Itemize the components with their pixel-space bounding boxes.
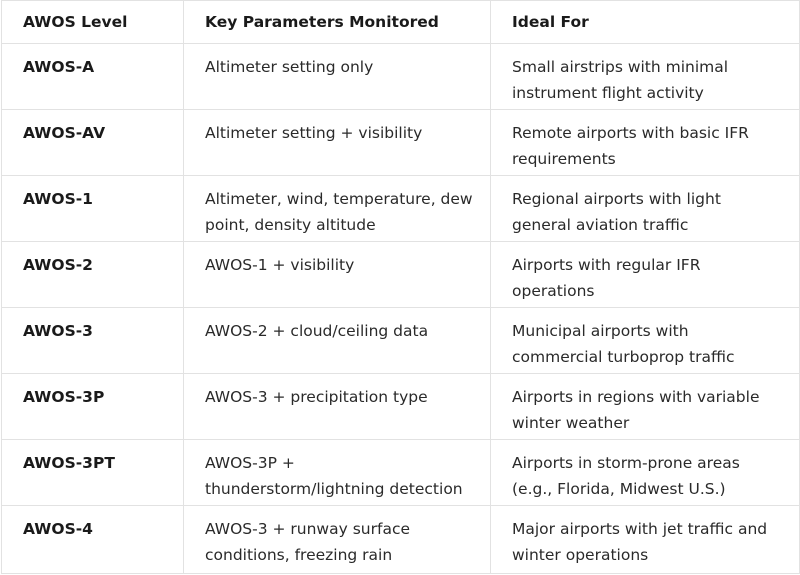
header-ideal-for: Ideal For bbox=[491, 1, 800, 44]
cell-key-parameters: Altimeter, wind, temperature, dew point, density altitude bbox=[184, 176, 491, 242]
cell-key-parameters: Altimeter setting only bbox=[184, 44, 491, 110]
cell-key-parameters: AWOS-3P + thunderstorm/lightning detection bbox=[184, 440, 491, 506]
cell-ideal-for: Small airstrips with minimal instrument flight activity bbox=[491, 44, 800, 110]
cell-awos-level: AWOS-2 bbox=[2, 242, 184, 308]
cell-awos-level: AWOS-A bbox=[2, 44, 184, 110]
cell-ideal-for: Remote airports with basic IFR requirements bbox=[491, 110, 800, 176]
cell-key-parameters: AWOS-3 + runway surface conditions, freezing rain bbox=[184, 506, 491, 574]
awos-levels-table bbox=[1, 0, 800, 574]
table-row bbox=[2, 110, 800, 176]
cell-ideal-for: Airports in regions with variable winter weather bbox=[491, 374, 800, 440]
header-key-parameters: Key Parameters Monitored bbox=[184, 1, 491, 44]
table-row bbox=[2, 506, 800, 574]
cell-key-parameters: AWOS-1 + visibility bbox=[184, 242, 491, 308]
cell-ideal-for: Regional airports with light general aviation traffic bbox=[491, 176, 800, 242]
cell-awos-level: AWOS-3P bbox=[2, 374, 184, 440]
cell-awos-level: AWOS-AV bbox=[2, 110, 184, 176]
table-row bbox=[2, 374, 800, 440]
cell-ideal-for: Municipal airports with commercial turboprop traffic bbox=[491, 308, 800, 374]
table-row bbox=[2, 440, 800, 506]
table-row bbox=[2, 242, 800, 308]
table-row bbox=[2, 176, 800, 242]
cell-key-parameters: Altimeter setting + visibility bbox=[184, 110, 491, 176]
cell-ideal-for: Airports in storm-prone areas (e.g., Florida, Midwest U.S.) bbox=[491, 440, 800, 506]
cell-awos-level: AWOS-4 bbox=[2, 506, 184, 574]
cell-awos-level: AWOS-1 bbox=[2, 176, 184, 242]
table-row bbox=[2, 308, 800, 374]
cell-ideal-for: Airports with regular IFR operations bbox=[491, 242, 800, 308]
table-body bbox=[2, 44, 800, 574]
table-row bbox=[2, 44, 800, 110]
cell-key-parameters: AWOS-2 + cloud/ceiling data bbox=[184, 308, 491, 374]
cell-key-parameters: AWOS-3 + precipitation type bbox=[184, 374, 491, 440]
table-header bbox=[2, 1, 800, 44]
header-awos-level: AWOS Level bbox=[2, 1, 184, 44]
cell-awos-level: AWOS-3 bbox=[2, 308, 184, 374]
cell-ideal-for: Major airports with jet traffic and winter operations bbox=[491, 506, 800, 574]
cell-awos-level: AWOS-3PT bbox=[2, 440, 184, 506]
header-row bbox=[2, 1, 800, 44]
